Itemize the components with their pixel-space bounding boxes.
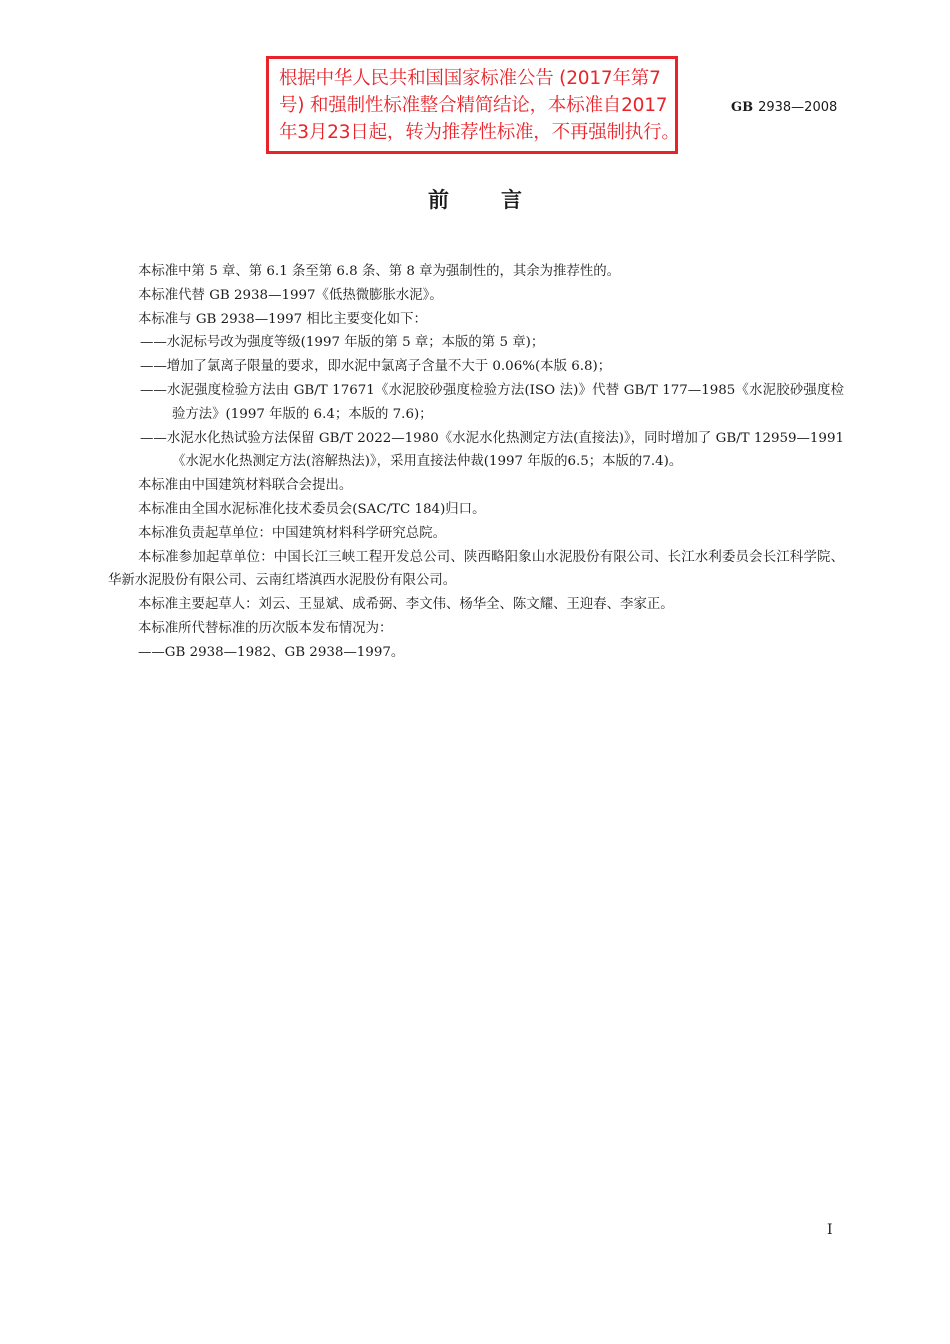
page-number: I — [827, 1222, 833, 1238]
paragraph-changes-intro: 本标准与 GB 2938—1997 相比主要变化如下： — [138, 311, 427, 327]
paragraph-administered-by: 本标准由全国水泥标准化技术委员会(SAC/TC 184)归口。 — [138, 501, 486, 517]
page-title: 前言 — [428, 188, 574, 212]
notice-line-1: 根据中华人民共和国国家标准公告 (2017年第7 — [279, 68, 661, 89]
foreword-body — [108, 260, 844, 665]
notice-line-3: 年3月23日起，转为推荐性标准，不再强制执行。 — [279, 122, 680, 143]
change-item: ——水泥强度检验方法由 GB/T 17671《水泥胶砂强度检验方法(ISO 法)》代替 GB/T 177—1985《水泥胶砂强度检验方法》(1997 年版的 6.4；本版的 7.6)； — [140, 382, 844, 422]
mandatory-status-notice — [266, 56, 678, 154]
paragraph-proposed-by: 本标准由中国建筑材料联合会提出。 — [138, 478, 353, 494]
change-item: ——水泥标号改为强度等级(1997 年版的第 5 章；本版的第 5 章)； — [140, 335, 545, 351]
paragraph-history-intro: 本标准所代替标准的历次版本发布情况为： — [138, 620, 393, 636]
standard-code — [731, 100, 837, 115]
paragraph-replaces: 本标准代替 GB 2938—1997《低热微膨胀水泥》。 — [138, 287, 443, 303]
standard-code-prefix: GB — [731, 100, 754, 115]
change-item: ——水泥水化热试验方法保留 GB/T 2022—1980《水泥水化热测定方法(直接法)》，同时增加了 GB/T 12959—1991《水泥水化热测定方法(溶解热法)》，采用直接法仲裁(1997 年版的6.5；本版的7.4)。 — [140, 430, 844, 470]
paragraph-participating-units: 本标准参加起草单位：中国长江三峡工程开发总公司、陕西略阳象山水泥股份有限公司、长江水利委员会长江科学院、华新水泥股份有限公司、云南红塔滇西水泥股份有限公司。 — [108, 549, 844, 589]
change-item: ——增加了氯离子限量的要求，即水泥中氯离子含量不大于 0.06%(本版 6.8)； — [140, 359, 612, 375]
paragraph-drafting-unit: 本标准负责起草单位：中国建筑材料科学研究总院。 — [138, 525, 446, 541]
notice-line-2: 号) 和强制性标准整合精简结论，本标准自2017 — [279, 95, 668, 116]
paragraph-history-list: ——GB 2938—1982、GB 2938—1997。 — [138, 644, 405, 660]
standard-code-number: 2938—2008 — [758, 100, 838, 115]
paragraph-drafters: 本标准主要起草人：刘云、王显斌、成希弼、李文伟、杨华全、陈文耀、王迎春、李家正。 — [138, 597, 674, 613]
paragraph-mandatory-clauses: 本标准中第 5 章、第 6.1 条至第 6.8 条、第 8 章为强制性的，其余为推荐性的。 — [138, 264, 621, 279]
